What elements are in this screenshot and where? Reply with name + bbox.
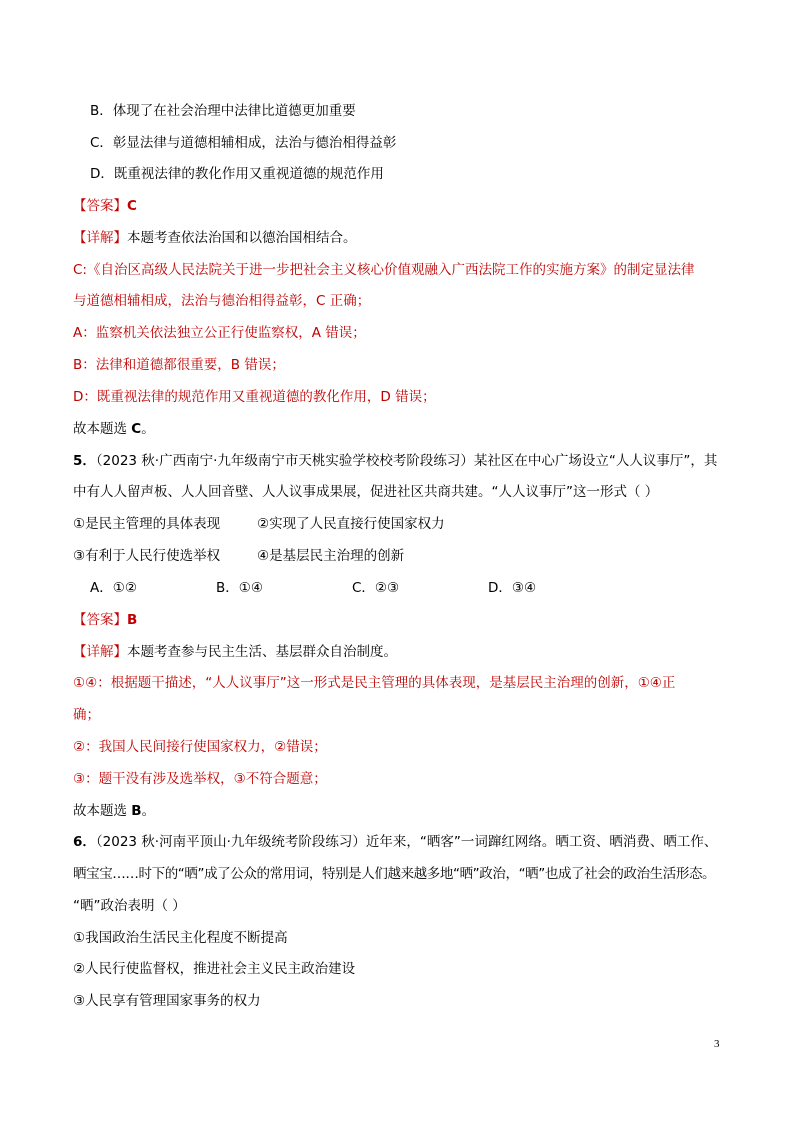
conclusion-value: C	[131, 421, 142, 437]
conclusion-suffix: 。	[141, 421, 155, 437]
statement-3: ③有利于人民行使选举权	[73, 548, 221, 564]
detail-text: 本题考查依法治国和以德治国相结合。	[127, 230, 357, 246]
detail-tag: 【详解】	[73, 230, 127, 246]
q5-analysis-14-line1: ①④：根据题干描述，“人人议事厅”这一形式是民主管理的具体表现，是基层民主治理的创新，①④正	[73, 675, 676, 691]
q4-analysis-c-line1: C:《自治区高级人民法院关于进一步把社会主义核心价值观融入广西法院工作的实施方案》的制定显法律	[73, 262, 695, 278]
choice-d: D．③④	[488, 580, 537, 596]
question-number: 5．	[73, 453, 96, 469]
q5-stem-line1	[73, 451, 717, 471]
question-number: 6．	[73, 834, 96, 850]
q5-answer	[73, 610, 137, 630]
answer-value: B	[127, 612, 138, 628]
q6-stem-line1	[73, 832, 717, 852]
q4-analysis-a: A：监察机关依法独立公正行使监察权，A 错误；	[73, 325, 366, 341]
q5-stem-line2: 中有人人留声板、人人回音壁、人人议事成果展，促进社区共商共建。“人人议事厅”这一形式（ ）	[73, 484, 659, 500]
detail-tag: 【详解】	[73, 644, 127, 660]
q4-option-d: D．既重视法律的教化作用又重视道德的规范作用	[90, 166, 384, 182]
q5-analysis-2: ②：我国人民间接行使国家权力，②错误；	[73, 739, 327, 755]
q5-analysis-3: ③：题干没有涉及选举权，③不符合题意；	[73, 771, 327, 787]
stem-text: （2023 秋·广西南宁·九年级南宁市天桃实验学校校考阶段练习）某社区在中心广场设立“人人议事厅”，其	[95, 453, 718, 469]
statement-2: ②实现了人民直接行使国家权力	[257, 516, 445, 532]
answer-value: C	[127, 198, 137, 214]
q5-statements-row1	[73, 514, 445, 534]
q4-analysis-d: D：既重视法律的规范作用又重视道德的教化作用，D 错误；	[73, 389, 436, 405]
conclusion-suffix: 。	[141, 803, 156, 819]
answer-tag: 【答案】	[73, 198, 127, 214]
q6-statement-3: ③人民享有管理国家事务的权力	[73, 993, 261, 1009]
choice-a: A．①②	[90, 580, 137, 596]
q6-statement-2: ②人民行使监督权，推进社会主义民主政治建设	[73, 961, 356, 977]
q4-conclusion	[73, 419, 155, 439]
conclusion-prefix: 故本题选	[73, 421, 132, 437]
statement-4: ④是基层民主治理的创新	[257, 548, 405, 564]
choice-c: C．②③	[352, 580, 400, 596]
detail-text: 本题考查参与民主生活、基层群众自治制度。	[127, 644, 397, 660]
q4-option-b: B．体现了在社会治理中法律比道德更加重要	[90, 103, 356, 119]
q5-detail	[73, 642, 397, 662]
q6-stem-line2: 晒宝宝……时下的“晒”成了公众的常用词，特别是人们越来越多地“晒”政治，“晒”也成了社会的政治生活形态。	[73, 866, 716, 882]
q4-analysis-b: B：法律和道德都很重要，B 错误；	[73, 357, 285, 373]
conclusion-prefix: 故本题选	[73, 803, 132, 819]
conclusion-value: B	[131, 803, 142, 819]
q6-stem-line3: “晒”政治表明（ ）	[73, 898, 186, 914]
q6-statement-1: ①我国政治生活民主化程度不断提高	[73, 930, 288, 946]
q5-choices	[90, 578, 536, 598]
q5-analysis-14-line2: 确；	[73, 707, 100, 723]
page-number: 3	[714, 1038, 720, 1050]
q5-conclusion	[73, 801, 155, 821]
answer-tag: 【答案】	[73, 612, 127, 628]
q4-answer	[73, 196, 137, 216]
q4-option-c: C．彰显法律与道德相辅相成，法治与德治相得益彰	[90, 135, 397, 151]
q5-statements-row2	[73, 546, 404, 566]
stem-text: （2023 秋·河南平顶山·九年级统考阶段练习）近年来，“晒客”一词蹿红网络。晒工资、晒消费、晒工作、	[95, 834, 718, 850]
choice-b: B．①④	[216, 580, 263, 596]
q4-detail	[73, 228, 357, 248]
q4-analysis-c-line2: 与道德相辅相成，法治与德治相得益彰，C 正确；	[73, 293, 371, 309]
statement-1: ①是民主管理的具体表现	[73, 516, 221, 532]
